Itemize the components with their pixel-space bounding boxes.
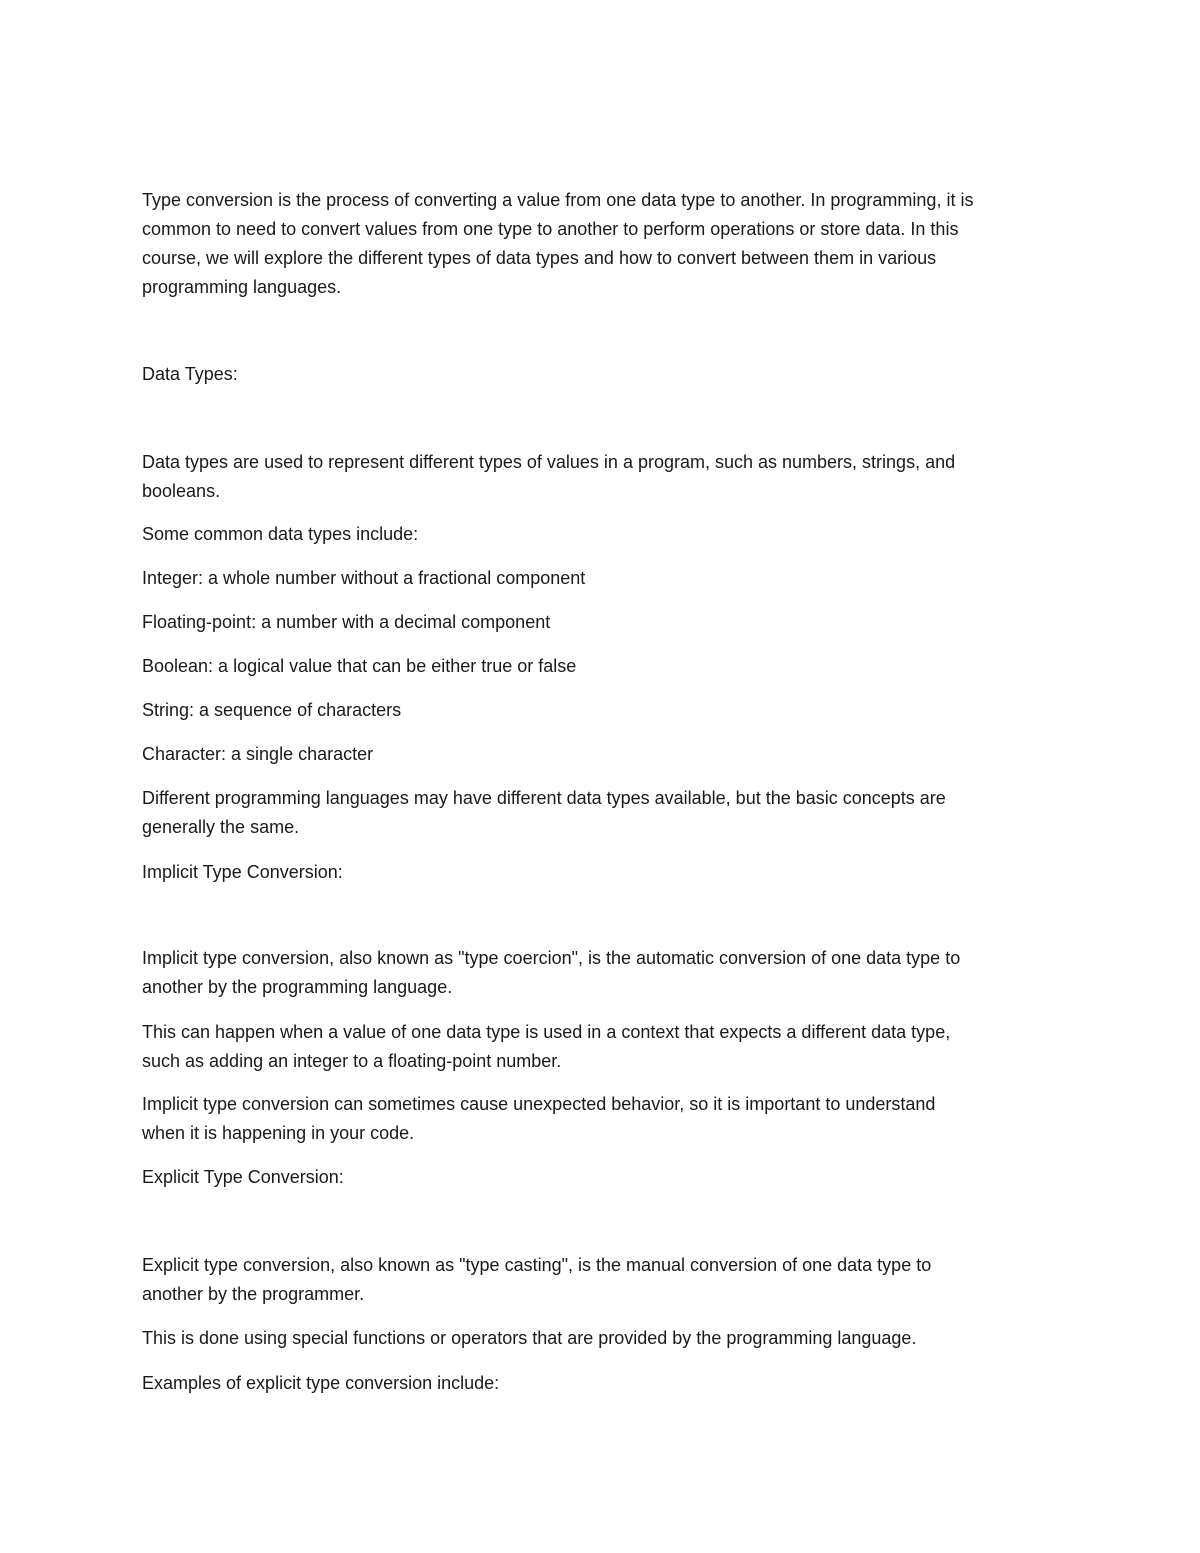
common-types-intro: Some common data types include: <box>142 524 419 544</box>
section-heading-data-types: Data Types: <box>142 364 238 384</box>
implicit-desc-paragraph: Implicit type conversion, also known as "type coercion", is the automatic conversion of one data type to another by the programming language. <box>142 948 961 997</box>
implicit-warning-paragraph: Implicit type conversion can sometimes cause unexpected behavior, so it is important to understand when it is happening in your code. <box>142 1094 936 1143</box>
section-heading-explicit: Explicit Type Conversion: <box>142 1167 344 1187</box>
explicit-desc-paragraph: Explicit type conversion, also known as "type casting", is the manual conversion of one data type to another by the programmer. <box>142 1255 932 1304</box>
section-heading-implicit: Implicit Type Conversion: <box>142 862 343 882</box>
implicit-context-paragraph: This can happen when a value of one data type is used in a context that expects a different data type, such as adding an integer to a floating-point number. <box>142 1022 951 1071</box>
list-item-character: Character: a single character <box>142 744 374 764</box>
explicit-how-paragraph: This is done using special functions or operators that are provided by the programming language. <box>142 1328 917 1348</box>
list-item-string: String: a sequence of characters <box>142 700 402 720</box>
languages-note-paragraph: Different programming languages may have different data types available, but the basic concepts are generally the same. <box>142 788 946 837</box>
explicit-examples-intro: Examples of explicit type conversion include: <box>142 1373 500 1393</box>
list-item-floating-point: Floating-point: a number with a decimal component <box>142 612 551 632</box>
list-item-integer: Integer: a whole number without a fractional component <box>142 568 586 588</box>
intro-paragraph: Type conversion is the process of converting a value from one data type to another. In programming, it is common to need to convert values from one type to another to perform operations or store data. In this course, we will explore the different types of data types and how to convert between them in various programming languages. <box>142 190 974 297</box>
data-types-paragraph: Data types are used to represent different types of values in a program, such as numbers, strings, and booleans. <box>142 452 956 501</box>
list-item-boolean: Boolean: a logical value that can be either true or false <box>142 656 577 676</box>
